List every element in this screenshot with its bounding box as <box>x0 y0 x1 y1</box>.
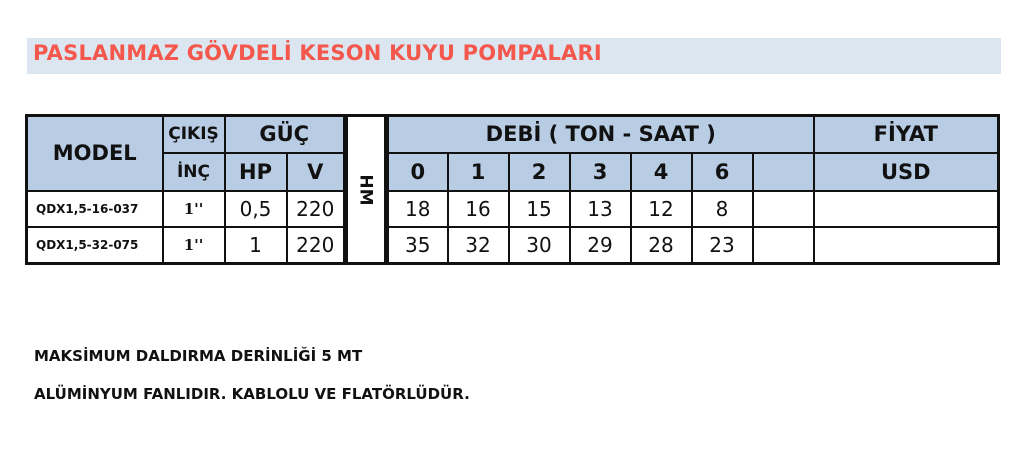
title-banner <box>27 38 1001 74</box>
flow-col-header: 3 <box>570 153 631 191</box>
hp-cell: 0,5 <box>225 191 287 227</box>
flow-cell: 30 <box>509 227 570 264</box>
currency-header: USD <box>814 153 999 191</box>
header-row-2 <box>27 153 999 191</box>
inc-cell: 1'' <box>163 227 225 264</box>
page-title: PASLANMAZ GÖVDELİ KESON KUYU POMPALARI <box>33 41 602 65</box>
inc-cell: 1'' <box>163 191 225 227</box>
hp-cell: 1 <box>225 227 287 264</box>
price-cell <box>814 191 999 227</box>
model-cell: QDX1,5-16-037 <box>27 191 163 227</box>
flow-cell: 18 <box>387 191 448 227</box>
power-header: GÜÇ <box>225 116 346 153</box>
note-depth: MAKSİMUM DALDIRMA DERİNLİĞİ 5 MT <box>34 347 363 365</box>
flow-cell: 32 <box>448 227 509 264</box>
flow-cell: 35 <box>387 227 448 264</box>
outlet-header: ÇIKIŞ <box>163 116 225 153</box>
price-header: FİYAT <box>814 116 999 153</box>
flow-col-header: 1 <box>448 153 509 191</box>
flow-cell: 15 <box>509 191 570 227</box>
flow-col-header: 2 <box>509 153 570 191</box>
price-cell <box>814 227 999 264</box>
v-header: V <box>287 153 346 191</box>
flow-cell <box>753 191 814 227</box>
v-cell: 220 <box>287 227 346 264</box>
hp-header: HP <box>225 153 287 191</box>
flow-cell: 29 <box>570 227 631 264</box>
flow-col-header: 4 <box>631 153 692 191</box>
v-cell: 220 <box>287 191 346 227</box>
flow-col-header: 0 <box>387 153 448 191</box>
flow-cell <box>753 227 814 264</box>
outlet-unit-header: İNÇ <box>163 153 225 191</box>
hm-label: HM <box>356 173 376 206</box>
table-row <box>27 191 999 227</box>
model-cell: QDX1,5-32-075 <box>27 227 163 264</box>
model-header: MODEL <box>27 116 163 191</box>
price-table <box>25 114 1000 265</box>
flow-cell: 13 <box>570 191 631 227</box>
flow-col-header <box>753 153 814 191</box>
flow-cell: 12 <box>631 191 692 227</box>
header-row-1 <box>27 116 999 153</box>
flow-cell: 23 <box>692 227 753 264</box>
flow-header: DEBİ ( TON - SAAT ) <box>387 116 814 153</box>
flow-cell: 8 <box>692 191 753 227</box>
hm-column <box>346 116 387 264</box>
note-features: ALÜMİNYUM FANLIDIR. KABLOLU VE FLATÖRLÜDÜR. <box>34 385 470 403</box>
flow-col-header: 6 <box>692 153 753 191</box>
flow-cell: 28 <box>631 227 692 264</box>
flow-cell: 16 <box>448 191 509 227</box>
table-row <box>27 227 999 264</box>
